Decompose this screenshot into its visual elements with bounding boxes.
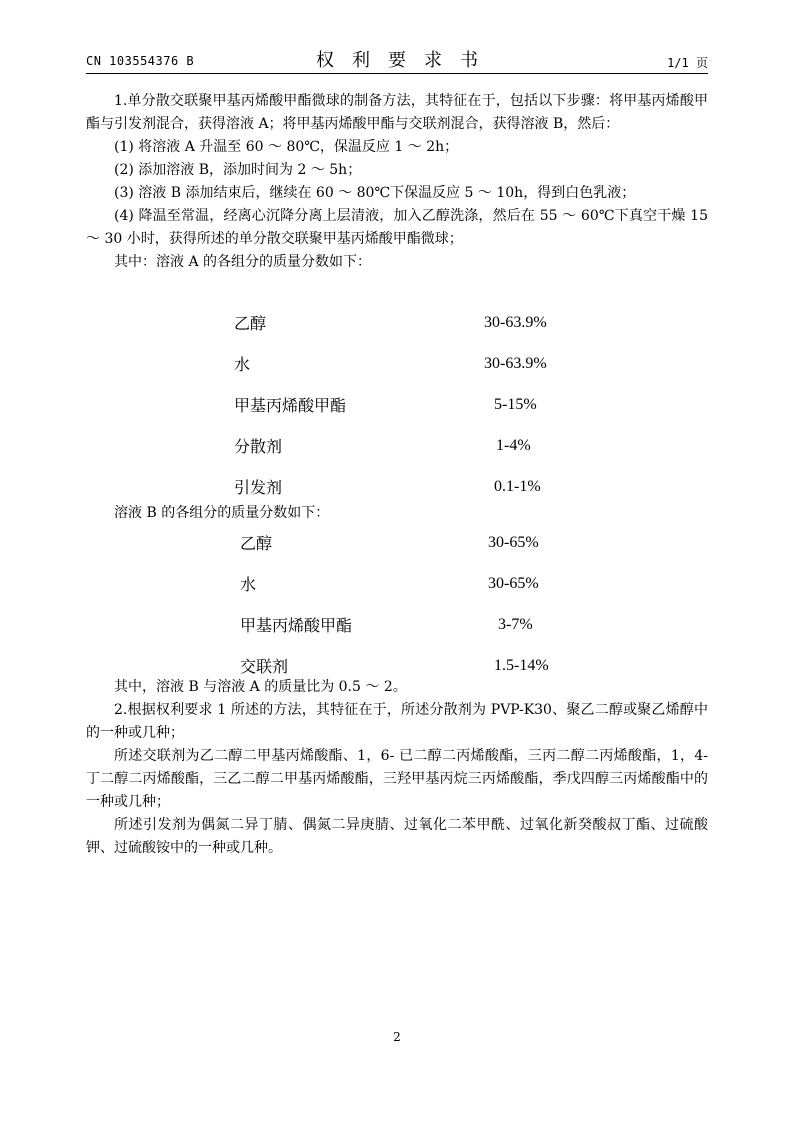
component-value: 5-15%	[494, 395, 537, 413]
mass-ratio-text: 其中，溶液 B 与溶液 A 的质量比为 0.5 ～ 2。	[114, 679, 407, 695]
table-row	[240, 604, 549, 645]
claim-1-step: (4) 降温至常温，经离心沉降分离上层清液，加入乙醇洗涤，然后在 55 ～ 60℃下真空干燥 15 ～ 30 小时，获得所述的单分散交联聚甲基丙烯酸甲酯微球；	[86, 208, 708, 247]
component-name: 分散剂	[234, 439, 283, 456]
component-value: 30-63.9%	[484, 313, 547, 331]
initiator-text: 所述引发剂为偶氮二异丁腈、偶氮二异庚腈、过氧化二苯甲酰、过氧化新癸酸叔丁酯、过硫酸钾、过硫酸铵中的一种或几种。	[86, 817, 708, 856]
claims-continued	[86, 676, 708, 860]
claim-1-step: (1) 将溶液 A 升温至 60 ～ 80℃，保温反应 1 ～ 2h；	[114, 139, 459, 155]
component-name: 引发剂	[234, 480, 283, 497]
solution-b-table	[240, 522, 549, 686]
solution-b-intro: 溶液 B 的各组分的质量分数如下：	[114, 505, 330, 521]
table-row	[234, 384, 547, 425]
component-name: 甲基丙烯酸甲酯	[240, 618, 353, 635]
component-name: 乙醇	[240, 536, 273, 553]
solution-a-table	[234, 302, 547, 507]
header-divider	[86, 73, 708, 74]
component-name: 乙醇	[234, 316, 267, 333]
page-info: 1/1 页	[667, 56, 708, 70]
component-value: 1-4%	[496, 436, 531, 454]
document-title: 权利要求书	[316, 50, 496, 71]
component-name: 交联剂	[240, 659, 289, 676]
claim-1-step: (3) 溶液 B 添加结束后，继续在 60 ～ 80℃下保温反应 5 ～ 10h，得到白色乳液；	[114, 185, 636, 201]
component-name: 甲基丙烯酸甲酯	[234, 398, 347, 415]
component-name: 水	[240, 577, 257, 594]
table-row	[240, 563, 549, 604]
claim-2-intro: 2.根据权利要求 1 所述的方法，其特征在于，所述分散剂为 PVP-K30、聚乙二醇或聚乙烯醇中的一种或几种；	[86, 702, 708, 741]
table-row	[234, 425, 547, 466]
page-header	[86, 44, 708, 72]
table-row	[234, 466, 547, 507]
page-number: 2	[393, 1030, 401, 1044]
solution-a-intro: 其中：溶液 A 的各组分的质量分数如下：	[114, 254, 372, 270]
component-value: 3-7%	[498, 615, 533, 633]
claim-1-intro: 1.单分散交联聚甲基丙烯酸甲酯微球的制备方法，其特征在于，包括以下步骤：将甲基丙烯酸甲酯与引发剂混合，获得溶液 A；将甲基丙烯酸甲酯与交联剂混合，获得溶液 B，然后：	[86, 93, 708, 132]
claim-1-text	[86, 90, 708, 274]
table-row	[240, 522, 549, 563]
table-row	[234, 343, 547, 384]
component-name: 水	[234, 357, 251, 374]
component-value: 30-65%	[488, 533, 539, 551]
patent-number: CN 103554376 B	[86, 54, 195, 68]
component-value: 30-65%	[488, 574, 539, 592]
crosslinker-text: 所述交联剂为乙二醇二甲基丙烯酸酯、1，6- 已二醇二丙烯酸酯，三丙二醇二丙烯酸酯，1，4- 丁二醇二丙烯酸酯，三乙二醇二甲基丙烯酸酯，三羟甲基丙烷三丙烯酸酯，季戊四醇三丙烯酸酯中的一种或几种；	[86, 748, 708, 810]
claim-1-step: (2) 添加溶液 B，添加时间为 2 ～ 5h；	[114, 162, 362, 178]
component-value: 1.5-14%	[494, 656, 549, 674]
component-value: 30-63.9%	[484, 354, 547, 372]
component-value: 0.1-1%	[494, 477, 541, 495]
table-row	[234, 302, 547, 343]
